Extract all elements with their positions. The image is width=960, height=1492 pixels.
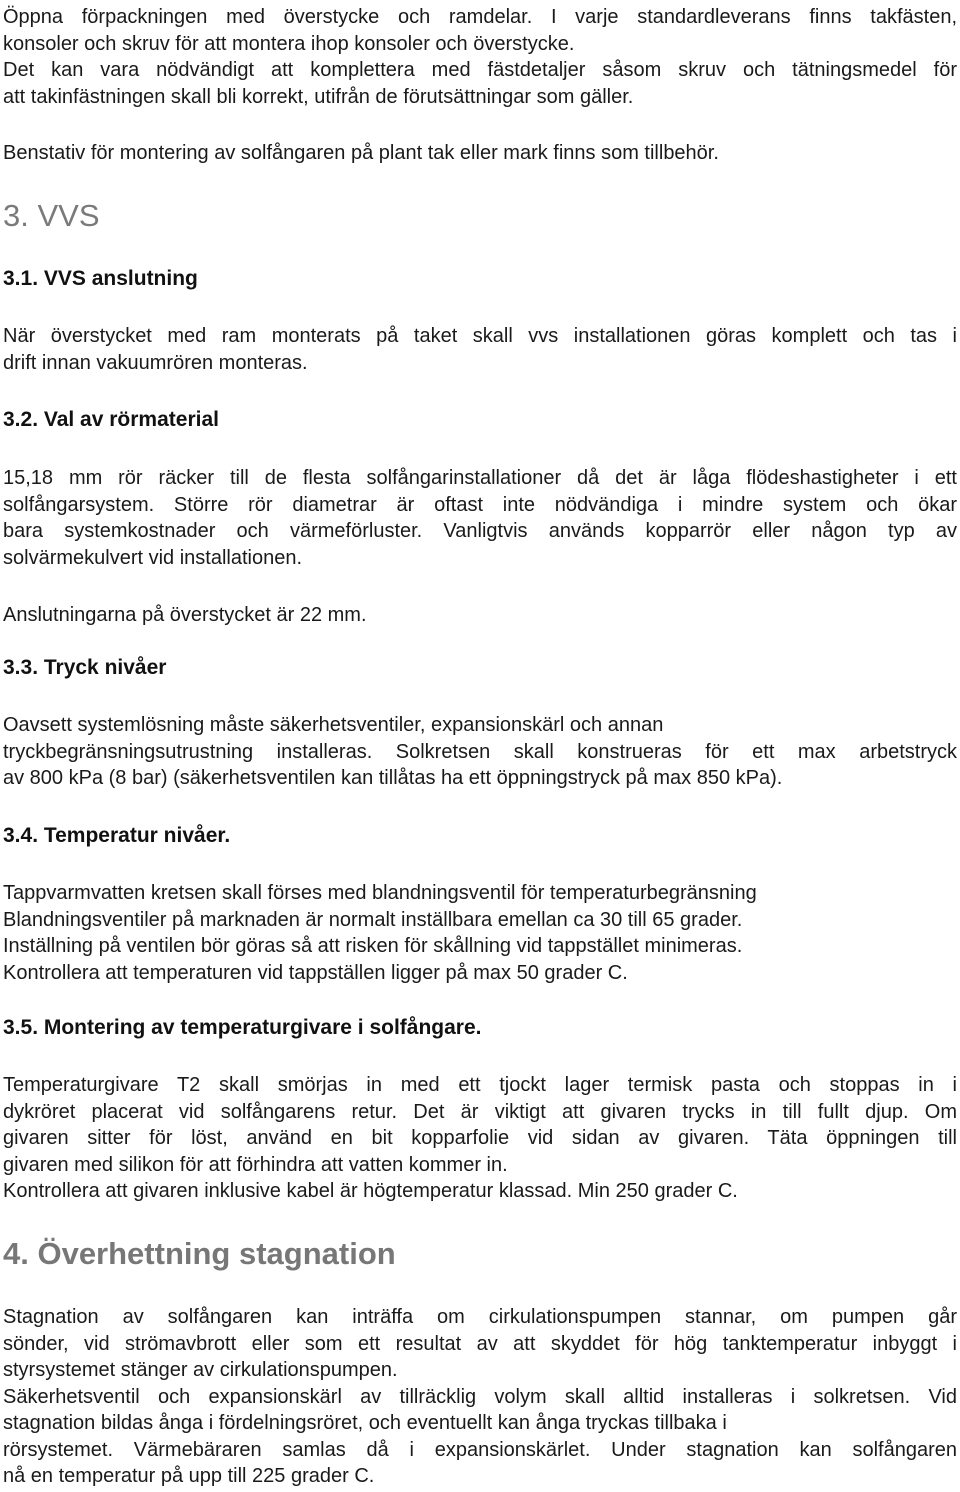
text-line: solfångarsystem. Större rör diametrar är oftast inte nödvändiga i mindre system och ökar [3,493,957,516]
text-line: av 800 kPa (8 bar) (säkerhetsventilen kan tillåtas ha ett öppningstryck på max 850 kPa). [3,767,783,789]
section-3-5-heading: 3.5. Montering av temperaturgivare i solfångare. [3,1016,482,1039]
text-line: givaren med silikon för att förhindra att vatten kommer in. [3,1153,508,1176]
text-line: Oavsett systemlösning måste säkerhetsventiler, expansionskärl och annan [3,714,664,736]
text-line: Kontrollera att temperaturen vid tappställen ligger på max 50 grader C. [3,961,628,984]
section-3-1-heading: 3.1. VVS anslutning [3,267,198,290]
text-line: Temperaturgivare T2 skall smörjas in med ett tjockt lager termisk pasta och stoppas in i [3,1074,957,1096]
section-3-2-note: Anslutningarna på överstycket är 22 mm. [3,604,367,626]
text-line: sönder, vid strömavbrott eller som ett resultat av att skyddet för hög tanktemperatur inbyggt i [3,1332,957,1355]
text-line: att takinfästningen skall bli korrekt, utifrån de förutsättningar som gäller. [3,85,634,108]
tillbehor-note: Benstativ för montering av solfångaren på plant tak eller mark finns som tillbehör. [3,142,719,164]
section-3-3-text [3,712,957,792]
intro-paragraph [3,4,957,110]
text-line: Stagnation av solfångaren kan inträffa om cirkulationspumpen stannar, om pumpen går [3,1306,957,1328]
section-4-text [3,1304,957,1490]
text-line: Säkerhetsventil och expansionskärl av tillräcklig volym skall alltid installeras i solkretsen. Vid [3,1385,957,1408]
text-line: bara systemkostnader och värmeförluster. Vanligtvis används kopparrör eller någon typ av [3,520,957,542]
text-line: drift innan vakuumrören monteras. [3,351,308,374]
section-3-5-text [3,1072,957,1205]
text-line: Inställning på ventilen bör göras så att risken för skållning vid tappstället minimeras. [3,935,743,957]
section-3-heading: 3. VVS [3,198,100,233]
section-3-3-heading: 3.3. Tryck nivåer [3,656,167,679]
text-line: styrsystemet stänger av cirkulationspumpen. [3,1359,398,1381]
text-line: rörsystemet. Värmebäraren samlas då i expansionskärlet. Under stagnation kan solfångaren [3,1438,957,1461]
text-line: 15,18 mm rör räcker till de flesta solfångarinstallationer då det är låga flödeshastigheter i ett [3,467,957,489]
text-line: Blandningsventiler på marknaden är normalt inställbara emellan ca 30 till 65 grader. [3,908,743,931]
text-line: Kontrollera att givaren inklusive kabel är högtemperatur klassad. Min 250 grader C. [3,1180,738,1202]
text-line: nå en temperatur på upp till 225 grader C. [3,1465,375,1487]
section-3-2-text [3,465,957,571]
text-line: dykröret placerat vid solfångarens retur. Det är viktigt att givaren trycks in till fullt djup. Om [3,1100,957,1123]
section-3-1-text [3,323,957,376]
text-line: tryckbegränsningsutrustning installeras. Solkretsen skall konstrueras för ett max arbetstryck [3,740,957,763]
text-line: Öppna förpackningen med överstycke och ramdelar. I varje standardleverans finns takfästen, [3,6,957,28]
text-line: konsoler och skruv för att montera ihop konsoler och överstycke. [3,32,575,55]
section-3-4-heading: 3.4. Temperatur nivåer. [3,824,231,847]
text-line: stagnation bildas ånga i fördelningsröret, och eventuellt kan ånga tryckas tillbaka i [3,1412,727,1434]
text-line: solvärmekulvert vid installationen. [3,546,303,569]
section-3-4-text [3,880,957,986]
text-line: Det kan vara nödvändigt att komplettera med fästdetaljer såsom skruv och tätningsmedel för [3,59,957,81]
text-line: När överstycket med ram monterats på taket skall vvs installationen göras komplett och tas i [3,325,957,347]
section-4-heading: 4. Överhettning stagnation [3,1236,396,1271]
text-line: Tappvarmvatten kretsen skall förses med blandningsventil för temperaturbegränsning [3,882,757,904]
text-line: givaren sitter för löst, använd en bit kopparfolie vid sidan av givaren. Täta öppningen till [3,1127,957,1149]
section-3-2-heading: 3.2. Val av rörmaterial [3,408,219,431]
